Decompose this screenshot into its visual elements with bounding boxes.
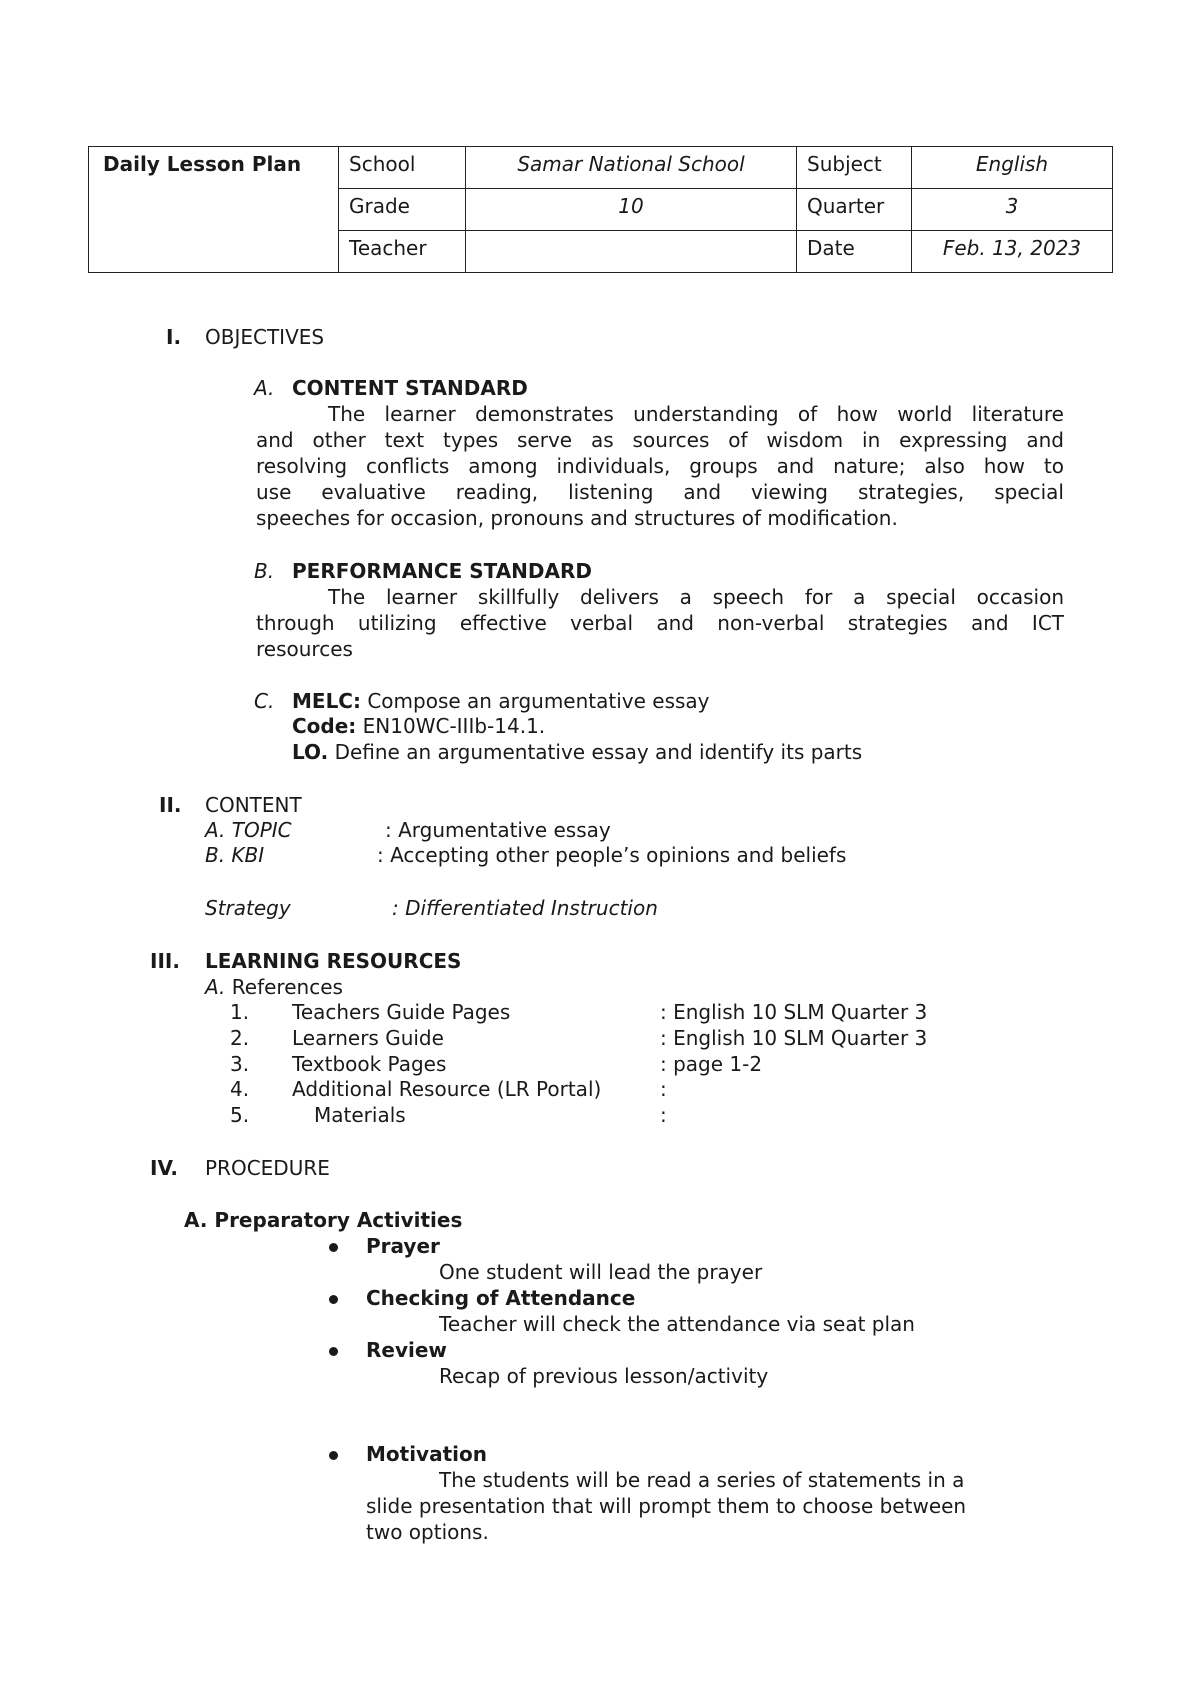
performance-standard-line-2: through utilizing effective verbal and non-verbal strategies and ICT (256, 611, 1064, 635)
code-line (292, 714, 545, 738)
content-standard-letter: A. (254, 376, 275, 400)
strategy-label: Strategy (205, 896, 291, 920)
strategy-value: : Differentiated Instruction (392, 896, 658, 920)
objectives-numeral: I. (166, 325, 182, 349)
procedure-numeral: IV. (150, 1156, 178, 1180)
resource-value-1: : English 10 SLM Quarter 3 (660, 1000, 928, 1024)
topic-label: A. TOPIC (205, 818, 292, 842)
kbi-value: : Accepting other people’s opinions and beliefs (377, 843, 847, 867)
bullet-icon (329, 1451, 338, 1460)
melc-line (292, 689, 710, 713)
performance-standard-line-1: The learner skillfully delivers a speech for a special occasion (328, 585, 1064, 609)
resource-label-1: Teachers Guide Pages (292, 1000, 511, 1024)
activity-title-review: Review (366, 1338, 447, 1362)
code-text: EN10WC-IIIb-14.1. (362, 714, 546, 738)
content-standard-heading: CONTENT STANDARD (292, 376, 528, 400)
header-title: Daily Lesson Plan (89, 147, 339, 273)
performance-standard-line-3: resources (256, 637, 353, 661)
activity-desc-review: Recap of previous lesson/activity (439, 1364, 769, 1388)
topic-value: : Argumentative essay (385, 818, 611, 842)
lo-label: LO. (292, 740, 329, 764)
resource-value-5: : (660, 1103, 667, 1127)
resources-numeral: III. (150, 949, 180, 973)
grade-value: 10 (466, 189, 797, 231)
lo-text: Define an argumentative essay and identify its parts (334, 740, 863, 764)
content-standard-line-1: The learner demonstrates understanding of how world literature (328, 402, 1064, 426)
activity-title-attendance: Checking of Attendance (366, 1286, 636, 1310)
activity-desc-motivation-line-1: The students will be read a series of statements in a (439, 1468, 965, 1492)
kbi-label: B. KBI (205, 843, 265, 867)
code-label: Code: (292, 714, 357, 738)
resource-num-2: 2. (230, 1026, 250, 1050)
grade-label: Grade (339, 189, 466, 231)
resource-num-3: 3. (230, 1052, 250, 1076)
references-letter: A. (205, 975, 226, 999)
references-label: References (231, 975, 343, 999)
resource-label-5: Materials (314, 1103, 406, 1127)
subject-label: Subject (797, 147, 912, 189)
content-standard-line-3: resolving conflicts among individuals, groups and nature; also how to (256, 454, 1064, 478)
activity-desc-prayer: One student will lead the prayer (439, 1260, 763, 1284)
content-heading: CONTENT (205, 793, 302, 817)
melc-letter: C. (254, 689, 275, 713)
resource-num-5: 5. (230, 1103, 250, 1127)
quarter-value: 3 (912, 189, 1113, 231)
activity-title-prayer: Prayer (366, 1234, 440, 1258)
content-standard-line-2: and other text types serve as sources of wisdom in expressing and (256, 428, 1064, 452)
resources-heading: LEARNING RESOURCES (205, 949, 462, 973)
quarter-label: Quarter (797, 189, 912, 231)
resource-value-3: : page 1-2 (660, 1052, 763, 1076)
procedure-heading: PROCEDURE (205, 1156, 330, 1180)
content-standard-text (256, 401, 1064, 531)
references-line (205, 975, 343, 999)
lesson-plan-header-table (88, 146, 1113, 273)
date-value: Feb. 13, 2023 (912, 231, 1113, 273)
activity-desc-motivation-line-3: two options. (366, 1520, 489, 1544)
resource-num-1: 1. (230, 1000, 250, 1024)
melc-label: MELC: (292, 689, 361, 713)
date-label: Date (797, 231, 912, 273)
content-numeral: II. (159, 793, 182, 817)
resource-value-4: : (660, 1077, 667, 1101)
teacher-value (466, 231, 797, 273)
school-value: Samar National School (466, 147, 797, 189)
lo-line (292, 740, 862, 764)
bullet-icon (329, 1295, 338, 1304)
performance-standard-text (256, 584, 1064, 662)
melc-text: Compose an argumentative essay (367, 689, 710, 713)
preparatory-heading: A. Preparatory Activities (184, 1208, 463, 1232)
resource-label-3: Textbook Pages (292, 1052, 447, 1076)
teacher-label: Teacher (339, 231, 466, 273)
subject-value: English (912, 147, 1113, 189)
activity-desc-attendance: Teacher will check the attendance via seat plan (439, 1312, 915, 1336)
resource-value-2: : English 10 SLM Quarter 3 (660, 1026, 928, 1050)
content-standard-line-4: use evaluative reading, listening and viewing strategies, special (256, 480, 1064, 504)
objectives-heading: OBJECTIVES (205, 325, 325, 349)
activity-desc-motivation-line-2: slide presentation that will prompt them to choose between (366, 1494, 967, 1518)
content-standard-line-5: speeches for occasion, pronouns and structures of modification. (256, 506, 898, 530)
bullet-icon (329, 1243, 338, 1252)
school-label: School (339, 147, 466, 189)
activity-title-motivation: Motivation (366, 1442, 487, 1466)
performance-standard-heading: PERFORMANCE STANDARD (292, 559, 592, 583)
resource-label-2: Learners Guide (292, 1026, 444, 1050)
performance-standard-letter: B. (254, 559, 275, 583)
resource-num-4: 4. (230, 1077, 250, 1101)
resource-label-4: Additional Resource (LR Portal) (292, 1077, 602, 1101)
bullet-icon (329, 1347, 338, 1356)
